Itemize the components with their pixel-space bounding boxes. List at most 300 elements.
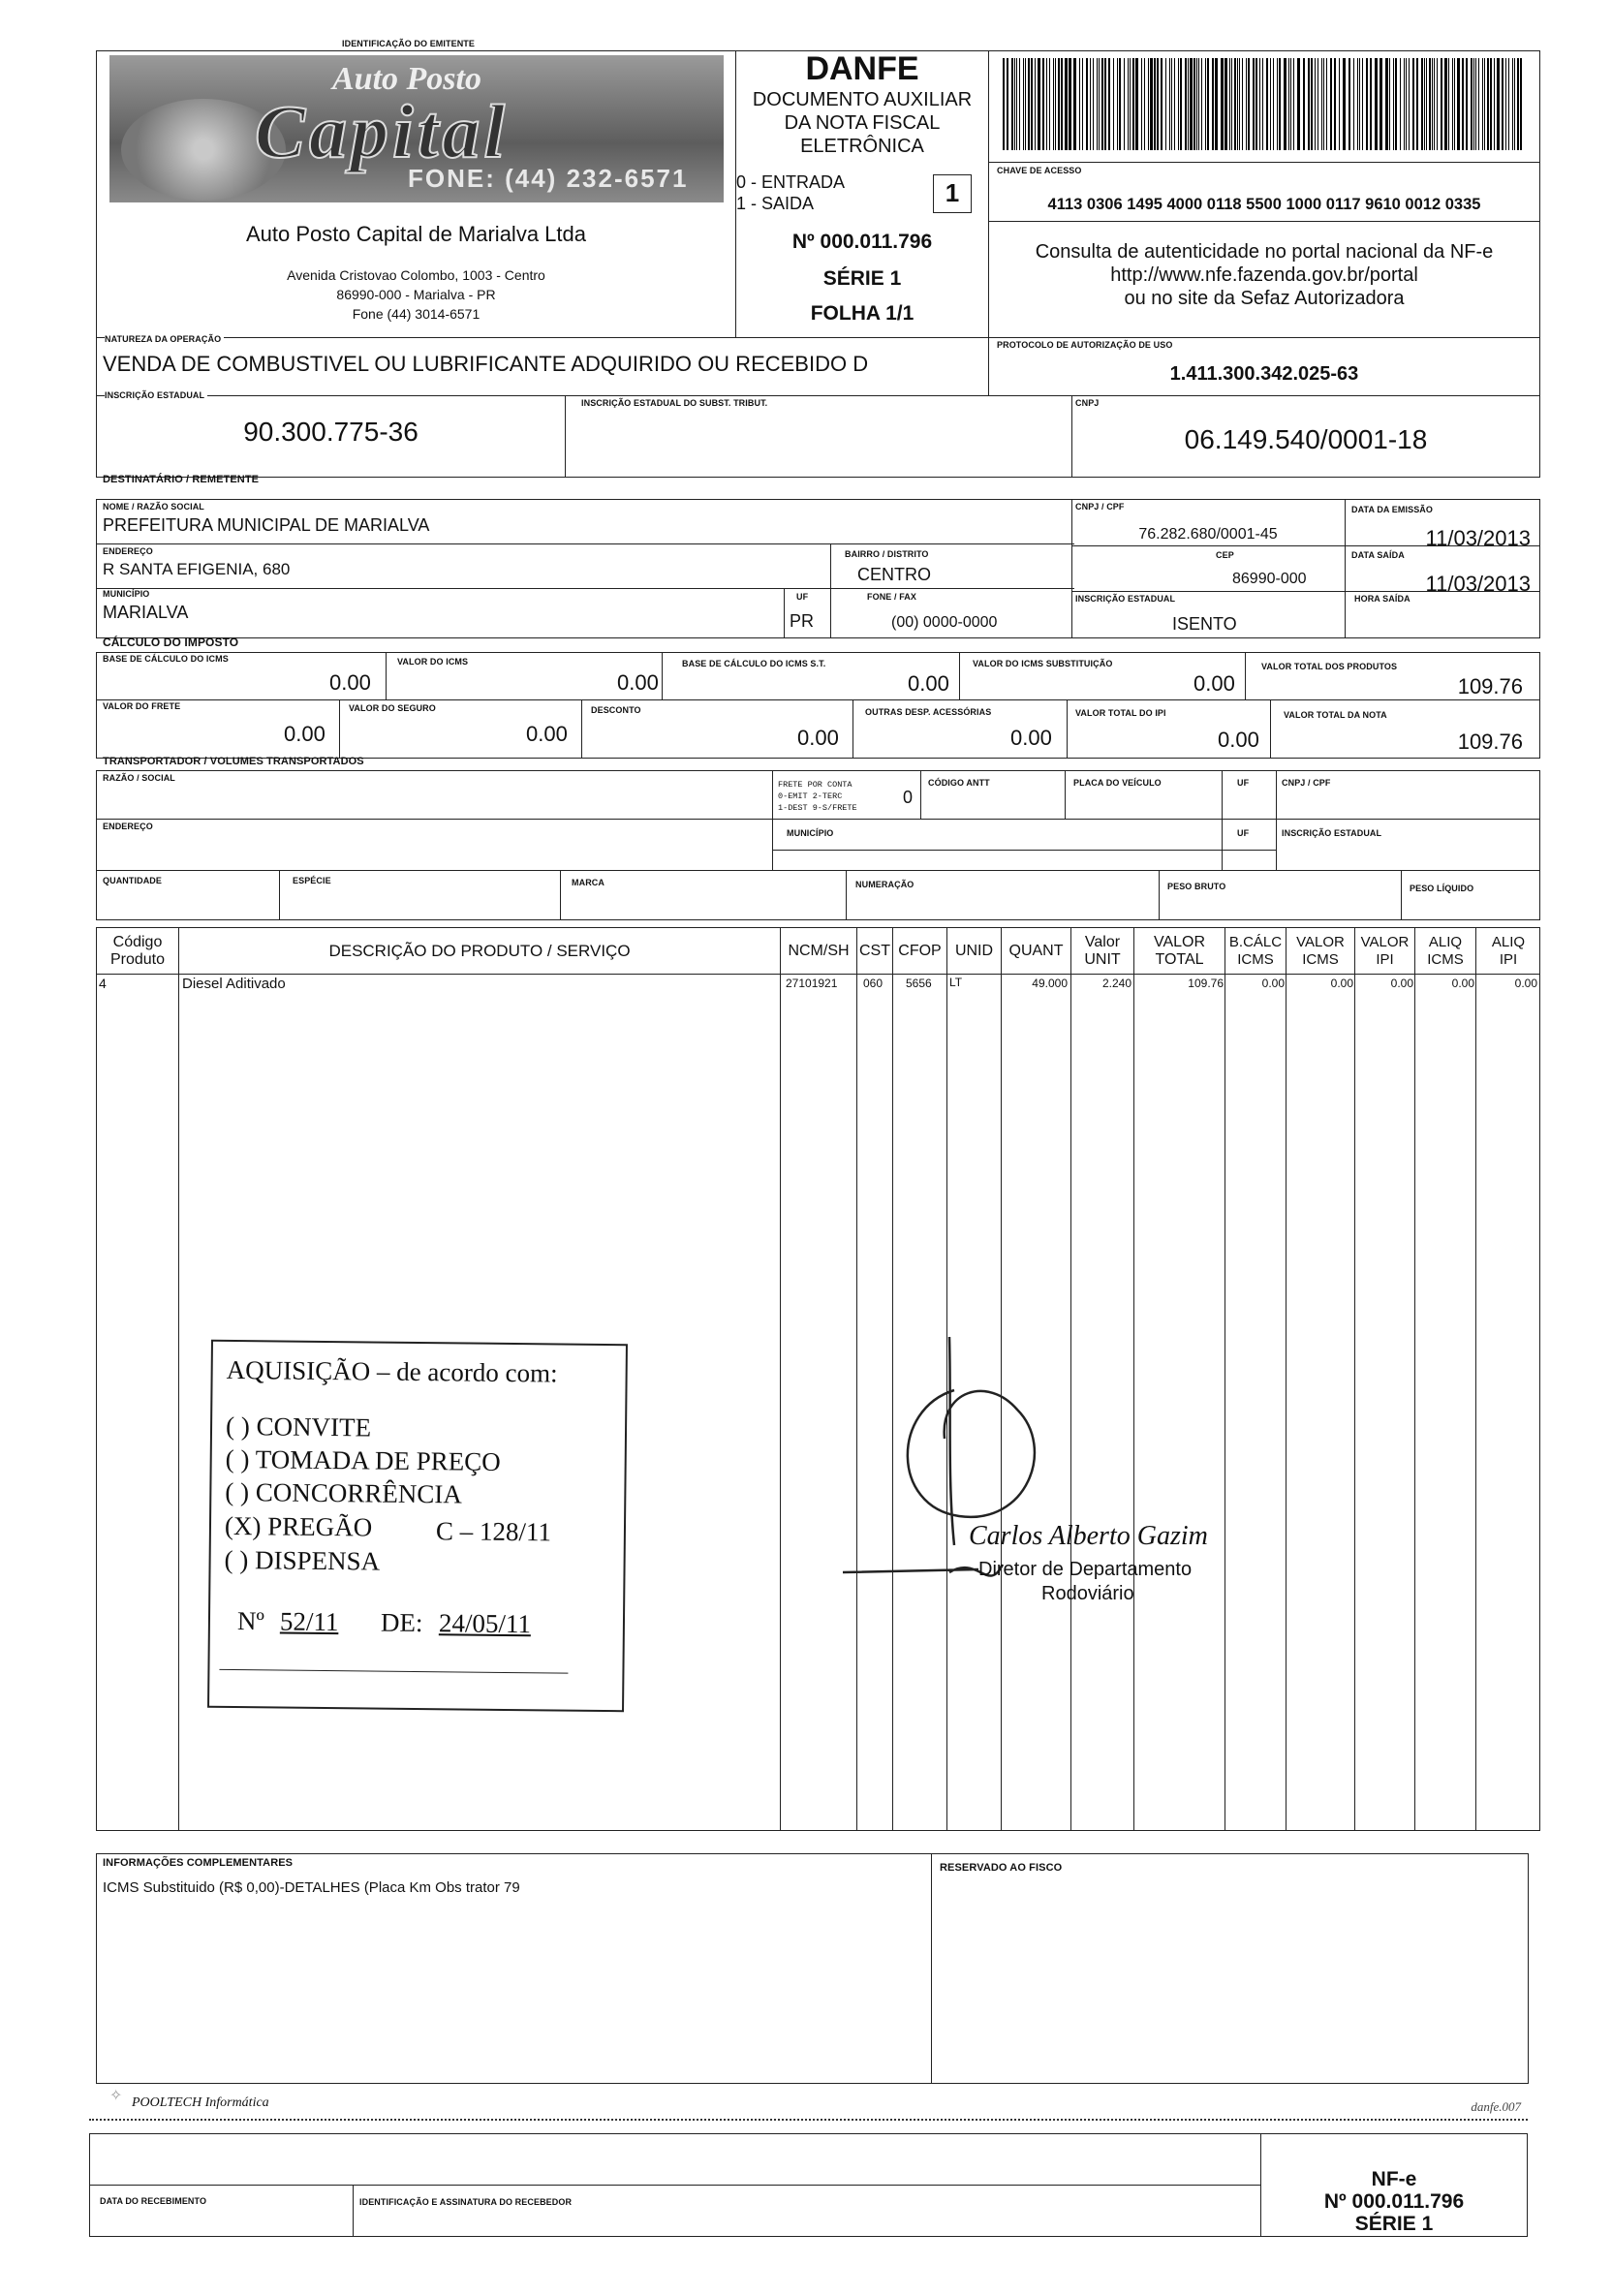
emitente-label: IDENTIFICAÇÃO DO EMITENTE xyxy=(339,39,478,48)
barcode-bar xyxy=(1188,58,1189,150)
th-ncm: NCM/SH xyxy=(788,942,850,959)
hora-label: HORA SAÍDA xyxy=(1354,594,1410,604)
barcode-bar xyxy=(1416,58,1418,150)
aquisicao-stamp xyxy=(207,1340,628,1712)
barcode-bar xyxy=(1514,58,1515,150)
logo-phone: FONE: (44) 232-6571 xyxy=(408,164,689,193)
identificacao-label: IDENTIFICAÇÃO E ASSINATURA DO RECEBEDOR xyxy=(359,2197,573,2207)
uf-label: UF xyxy=(796,592,809,602)
barcode-bar xyxy=(1031,58,1033,150)
barcode-bar xyxy=(1288,58,1289,150)
barcode-bar xyxy=(1090,58,1091,150)
stamp-n-label: Nº xyxy=(236,1606,264,1636)
barcode-bar xyxy=(1434,58,1435,150)
th-vunit: Valor UNIT xyxy=(1084,933,1121,968)
barcode-bar xyxy=(1444,58,1447,150)
cell-aicms: 0.00 xyxy=(1451,977,1474,990)
th-cfop: CFOP xyxy=(898,942,942,959)
barcode-bar xyxy=(1471,58,1472,150)
software-credit: POOLTECH Informática xyxy=(132,2095,269,2110)
barcode-bar xyxy=(1239,58,1240,150)
signer-role1: Diretor de Departamento xyxy=(978,1559,1193,1580)
barcode-bar xyxy=(1424,58,1425,150)
barcode-bar xyxy=(1229,58,1230,150)
consulta-line1: Consulta de autenticidade no portal nacional da NF-e xyxy=(1035,241,1494,263)
barcode-bar xyxy=(1454,58,1455,150)
barcode-bar xyxy=(1462,58,1464,150)
barcode-bar xyxy=(1490,58,1492,150)
barcode-bar xyxy=(1256,58,1257,150)
peso-liquido-label: PESO LÍQUIDO xyxy=(1410,884,1474,893)
barcode-bar xyxy=(1014,58,1015,150)
barcode-bar xyxy=(1348,58,1350,150)
barcode-bar xyxy=(1362,58,1363,150)
bairro-value: CENTRO xyxy=(857,565,931,584)
barcode-bar xyxy=(1262,58,1263,150)
v-ipi-value: 0.00 xyxy=(1218,728,1259,752)
barcode-bar xyxy=(1082,58,1083,150)
barcode-bar xyxy=(1315,58,1316,150)
th-bcicms: B.CÁLC ICMS xyxy=(1228,933,1283,968)
cnpj-label: CNPJ xyxy=(1075,398,1100,408)
signer-name: Carlos Alberto Gazim xyxy=(969,1521,1208,1551)
barcode-bar xyxy=(1221,58,1224,150)
emitente-phone: Fone (44) 3014-6571 xyxy=(352,306,480,322)
barcode-bar xyxy=(1343,58,1346,150)
placa-label: PLACA DO VEÍCULO xyxy=(1073,778,1162,788)
v-icms-label: VALOR DO ICMS xyxy=(397,657,469,667)
destinatario-section: DESTINATÁRIO / REMETENTE xyxy=(103,474,260,485)
barcode-bar xyxy=(1097,58,1098,150)
th-descricao: DESCRIÇÃO DO PRODUTO / SERVIÇO xyxy=(328,941,631,960)
barcode-bar xyxy=(1409,58,1410,150)
barcode-bar xyxy=(1144,58,1145,150)
barcode-bar xyxy=(1086,58,1088,150)
consulta-line3: ou no site da Sefaz Autorizadora xyxy=(1124,288,1405,309)
th-vtotal: VALOR TOTAL xyxy=(1153,933,1206,968)
ie-label: INSCRIÇÃO ESTADUAL xyxy=(105,390,207,400)
stamp-pregao-num: C – 128/11 xyxy=(435,1516,552,1547)
barcode-bar xyxy=(1023,58,1024,150)
desconto-label: DESCONTO xyxy=(591,705,641,715)
frete-conta-value: 0 xyxy=(903,788,914,807)
transp-uf-label: UF xyxy=(1237,778,1250,788)
cell-ncm: 27101921 xyxy=(786,977,838,990)
barcode-bar xyxy=(1375,58,1378,150)
fisco-label: RESERVADO AO FISCO xyxy=(940,1862,1063,1874)
outras-value: 0.00 xyxy=(1010,726,1052,750)
barcode-bar xyxy=(1224,58,1227,150)
barcode-bar xyxy=(1326,58,1327,150)
barcode-bar xyxy=(1117,58,1118,150)
cell-quant: 49.000 xyxy=(1032,977,1068,990)
chave-value: 4113 0306 1495 4000 0118 5500 1000 0117 9610 0012 0335 xyxy=(1047,196,1481,213)
danfe-title: DANFE xyxy=(805,50,919,87)
barcode-bar xyxy=(1148,58,1149,150)
peso-bruto-label: PESO BRUTO xyxy=(1167,882,1226,891)
cell-aipi: 0.00 xyxy=(1514,977,1537,990)
marca-label: MARCA xyxy=(572,878,604,887)
info-text: ICMS Substituido (R$ 0,00)-DETALHES (Placa Km Obs trator 79 xyxy=(103,1879,520,1896)
consulta-line2: http://www.nfe.fazenda.gov.br/portal xyxy=(1110,264,1418,286)
barcode-bar xyxy=(1171,58,1172,150)
barcode-bar xyxy=(1508,58,1509,150)
especie-label: ESPÉCIE xyxy=(293,876,331,885)
canhoto-serie: SÉRIE 1 xyxy=(1354,2213,1434,2235)
barcode-bar xyxy=(1517,58,1519,150)
bc-st-value: 0.00 xyxy=(908,671,949,696)
barcode-bar xyxy=(1380,58,1382,150)
th-aicms: ALIQ ICMS xyxy=(1427,933,1464,968)
cell-vipi: 0.00 xyxy=(1390,977,1413,990)
transportador-section: TRANSPORTADOR / VOLUMES TRANSPORTADOS xyxy=(103,756,364,767)
barcode-bar xyxy=(1061,58,1063,150)
barcode-bar xyxy=(1284,58,1286,150)
barcode-bar xyxy=(1028,58,1030,150)
th-vicms: VALOR ICMS xyxy=(1296,933,1345,968)
barcode-bar xyxy=(1231,58,1232,150)
stamp-de-label: DE: xyxy=(380,1607,423,1638)
barcode-bar xyxy=(1339,58,1340,150)
transp-ie-label: INSCRIÇÃO ESTADUAL xyxy=(1282,828,1382,838)
barcode-bar xyxy=(1196,58,1197,150)
barcode-bar xyxy=(1248,58,1250,150)
cell-cst: 060 xyxy=(863,977,884,990)
endereco-label: ENDEREÇO xyxy=(103,546,153,556)
barcode-bar xyxy=(1505,58,1506,150)
antt-label: CÓDIGO ANTT xyxy=(928,778,990,788)
barcode-bar xyxy=(1353,58,1354,150)
stamp-title: AQUISIÇÃO – de acordo com: xyxy=(226,1354,558,1388)
natureza-label: NATUREZA DA OPERAÇÃO xyxy=(105,334,224,344)
barcode-bar xyxy=(1065,58,1068,150)
emitente-address: Avenida Cristovao Colombo, 1003 - Centro xyxy=(287,267,545,283)
bc-icms-label: BASE DE CÁLCULO DO ICMS xyxy=(103,654,229,664)
barcode-bar xyxy=(1242,58,1243,150)
cell-unid: LT xyxy=(949,976,963,989)
barcode-bar xyxy=(1512,58,1513,150)
barcode-bar xyxy=(1475,58,1476,150)
stamp-de-value: 24/05/11 xyxy=(438,1608,532,1639)
barcode-bar xyxy=(1038,58,1040,150)
barcode-bar xyxy=(1237,58,1238,150)
quantidade-label: QUANTIDADE xyxy=(103,876,162,885)
th-unid: UNID xyxy=(954,942,994,959)
th-cst: CST xyxy=(859,942,890,959)
barcode-bar xyxy=(1421,58,1423,150)
barcode-bar xyxy=(1366,58,1368,150)
imposto-section: CÁLCULO DO IMPOSTO xyxy=(103,636,239,649)
danfe-sub1: DOCUMENTO AUXILIAR xyxy=(752,89,973,110)
danfe-version: danfe.007 xyxy=(1471,2099,1521,2114)
barcode-bar xyxy=(1273,58,1274,150)
endereco-value: R SANTA EFIGENIA, 680 xyxy=(103,560,291,578)
v-prod-value: 109.76 xyxy=(1457,674,1523,698)
barcode-bar xyxy=(1212,58,1214,150)
protocolo-value: 1.411.300.342.025-63 xyxy=(1169,363,1359,385)
barcode-bar xyxy=(1042,58,1044,150)
cell-vunit: 2.240 xyxy=(1101,977,1132,990)
barcode-bar xyxy=(1293,58,1294,150)
barcode-bar xyxy=(1426,58,1427,150)
barcode-bar xyxy=(1429,58,1431,150)
v-prod-label: VALOR TOTAL DOS PRODUTOS xyxy=(1261,662,1398,671)
ie-st-label: INSCRIÇÃO ESTADUAL DO SUBST. TRIBUT. xyxy=(581,398,768,408)
barcode-bar xyxy=(1359,58,1360,150)
th-codigo: Código Produto xyxy=(109,933,166,968)
barcode-bar xyxy=(1452,58,1453,150)
emitente-city: 86990-000 - Marialva - PR xyxy=(336,287,496,302)
barcode-bar xyxy=(1079,58,1080,150)
barcode-bar xyxy=(1019,58,1020,150)
barcode-bar xyxy=(1007,58,1008,150)
v-st-label: VALOR DO ICMS SUBSTITUIÇÃO xyxy=(973,659,1113,668)
th-vipi: VALOR IPI xyxy=(1360,933,1410,968)
barcode-bar xyxy=(1478,58,1479,150)
barcode-bar xyxy=(1190,58,1193,150)
cell-vtotal: 109.76 xyxy=(1188,977,1224,990)
barcode-bar xyxy=(1108,58,1110,150)
cell-cfop: 5656 xyxy=(906,977,932,990)
barcode-bar xyxy=(1441,58,1442,150)
th-quant: QUANT xyxy=(1008,942,1064,959)
barcode-bar xyxy=(1502,58,1504,150)
seguro-label: VALOR DO SEGURO xyxy=(349,703,436,713)
stamp-concorrencia: ( ) CONCORRÊNCIA xyxy=(225,1476,463,1509)
barcode-bar xyxy=(1290,58,1291,150)
barcode-bar xyxy=(1412,58,1414,150)
barcode-bar xyxy=(1437,58,1438,150)
barcode-bar xyxy=(1404,58,1405,150)
protocolo-label: PROTOCOLO DE AUTORIZAÇÃO DE USO xyxy=(997,340,1173,350)
logo-line2: Capital xyxy=(255,89,510,173)
barcode-bar xyxy=(1215,58,1218,150)
barcode-bar xyxy=(1141,58,1142,150)
bairro-label: BAIRRO / DISTRITO xyxy=(845,549,929,559)
emitente-name: Auto Posto Capital de Marialva Ltda xyxy=(246,222,586,246)
dest-ie-value: ISENTO xyxy=(1172,614,1237,634)
barcode-bar xyxy=(1165,58,1166,150)
barcode-bar xyxy=(1406,58,1407,150)
barcode-bar xyxy=(1046,58,1047,150)
barcode-bar xyxy=(1124,58,1125,150)
barcode-bar xyxy=(1128,58,1129,150)
barcode-bar xyxy=(1234,58,1236,150)
barcode-bar xyxy=(1194,58,1195,150)
stamp-n-value: 52/11 xyxy=(279,1606,339,1637)
v-nota-value: 109.76 xyxy=(1457,729,1523,754)
frete-value: 0.00 xyxy=(284,722,326,746)
frete-conta-l1: FRETE POR CONTA xyxy=(778,780,852,790)
danfe-numero: Nº 000.011.796 xyxy=(791,231,933,253)
municipio-label: MUNICÍPIO xyxy=(103,589,150,599)
stamp-dispensa: ( ) DISPENSA xyxy=(224,1544,381,1576)
numeracao-label: NUMERAÇÃO xyxy=(855,880,914,889)
barcode-bar xyxy=(1069,58,1071,150)
v-ipi-label: VALOR TOTAL DO IPI xyxy=(1075,708,1166,718)
frete-conta-l3: 1-DEST 9-S/FRETE xyxy=(778,803,857,813)
barcode-bar xyxy=(1016,58,1017,150)
barcode-bar xyxy=(1457,58,1460,150)
cep-value: 86990-000 xyxy=(1232,571,1307,587)
frete-conta-l2: 0-EMIT 2-TERC xyxy=(778,791,843,801)
barcode-bar xyxy=(1180,58,1182,150)
barcode-bar xyxy=(1099,58,1100,150)
uf-value: PR xyxy=(790,611,815,631)
danfe-serie: SÉRIE 1 xyxy=(822,267,902,290)
signer-role2: Rodoviário xyxy=(1041,1583,1134,1604)
barcode-bar xyxy=(1270,58,1271,150)
barcode-bar xyxy=(1049,58,1050,150)
canhoto-nfe: NF-e xyxy=(1371,2168,1417,2190)
dest-cnpj-label: CNPJ / CPF xyxy=(1075,502,1125,512)
barcode-bar xyxy=(1484,58,1485,150)
barcode-bar xyxy=(1330,58,1332,150)
v-st-value: 0.00 xyxy=(1194,671,1235,696)
barcode-bar xyxy=(1253,58,1255,150)
razao-label: RAZÃO / SOCIAL xyxy=(103,773,175,783)
ie-value: 90.300.775-36 xyxy=(243,417,418,447)
chave-label: CHAVE DE ACESSO xyxy=(997,166,1082,175)
outras-label: OUTRAS DESP. ACESSÓRIAS xyxy=(865,707,992,717)
barcode-bar xyxy=(1497,58,1500,150)
emissao-value: 11/03/2013 xyxy=(1425,526,1531,550)
stamp-tomada: ( ) TOMADA DE PREÇO xyxy=(225,1443,501,1476)
barcode-bar xyxy=(1466,58,1468,150)
fone-value: (00) 0000-0000 xyxy=(891,614,998,631)
barcode-bar xyxy=(1395,58,1397,150)
barcode-bar xyxy=(1370,58,1372,150)
danfe-folha: FOLHA 1/1 xyxy=(810,302,914,325)
fone-label: FONE / FAX xyxy=(867,592,917,602)
danfe-sub3: ELETRÔNICA xyxy=(800,136,924,157)
transp-uf2-label: UF xyxy=(1237,828,1250,838)
stamp-pregao: (X) PREGÃO xyxy=(224,1510,373,1542)
barcode-bar xyxy=(1201,58,1202,150)
barcode-bar xyxy=(1150,58,1153,150)
barcode-bar xyxy=(1520,58,1522,150)
cell-vicms: 0.00 xyxy=(1330,977,1353,990)
barcode-bar xyxy=(1303,58,1305,150)
barcode-bar xyxy=(1487,58,1489,150)
barcode-bar xyxy=(1400,58,1401,150)
barcode-bar xyxy=(1169,58,1170,150)
barcode-bar xyxy=(1154,58,1156,150)
nome-value: PREFEITURA MUNICIPAL DE MARIALVA xyxy=(103,515,430,535)
barcode-bar xyxy=(1058,58,1060,150)
barcode-bar xyxy=(1073,58,1076,150)
barcode-bar xyxy=(1393,58,1394,150)
stamp-convite: ( ) CONVITE xyxy=(225,1411,372,1443)
barcode-bar xyxy=(1323,58,1324,150)
v-icms-value: 0.00 xyxy=(617,670,659,695)
barcode-bar xyxy=(1389,58,1390,150)
saida-label: DATA SAÍDA xyxy=(1351,550,1405,560)
barcode-bar xyxy=(1130,58,1131,150)
barcode-bar xyxy=(1321,58,1322,150)
barcode-bar xyxy=(1025,58,1026,150)
bc-st-label: BASE DE CÁLCULO DO ICMS S.T. xyxy=(682,659,826,668)
barcode-bar xyxy=(1011,58,1013,150)
barcode-bar xyxy=(1279,58,1281,150)
barcode-bar xyxy=(1119,58,1121,150)
transp-endereco-label: ENDEREÇO xyxy=(103,822,153,831)
barcode-bar xyxy=(1157,58,1159,150)
barcode-bar xyxy=(1259,58,1260,150)
frete-label: VALOR DO FRETE xyxy=(103,701,181,711)
table-row xyxy=(96,975,1540,994)
barcode-bar xyxy=(1132,58,1134,150)
tipo-operacao-box: 1 xyxy=(933,174,972,213)
canhoto-numero: Nº 000.011.796 xyxy=(1323,2190,1465,2213)
cep-label: CEP xyxy=(1216,550,1234,560)
barcode-bar xyxy=(1482,58,1483,150)
transp-cnpj-label: CNPJ / CPF xyxy=(1282,778,1331,788)
data-recebimento-label: DATA DO RECEBIMENTO xyxy=(100,2196,207,2206)
barcode-bar xyxy=(1473,58,1474,150)
barcode-bar xyxy=(1035,58,1036,150)
danfe-sub2: DA NOTA FISCAL xyxy=(784,112,941,134)
emissao-label: DATA DA EMISSÃO xyxy=(1351,505,1433,514)
barcode-bar xyxy=(1334,58,1336,150)
barcode-bar xyxy=(1104,58,1106,150)
cnpj-value: 06.149.540/0001-18 xyxy=(1184,424,1428,454)
info-label: INFORMAÇÕES COMPLEMENTARES xyxy=(103,1857,294,1869)
transp-municipio-label: MUNICÍPIO xyxy=(787,828,834,838)
barcode-bar xyxy=(1494,58,1495,150)
danfe-entrada: 0 - ENTRADA xyxy=(736,172,846,192)
barcode-bar xyxy=(1093,58,1094,150)
seguro-value: 0.00 xyxy=(526,722,568,746)
v-nota-label: VALOR TOTAL DA NOTA xyxy=(1284,710,1387,720)
logo-line1: Auto Posto xyxy=(332,61,481,97)
barcode-bar xyxy=(1135,58,1138,150)
barcode-bar xyxy=(1432,58,1433,150)
barcode-bar xyxy=(1003,58,1005,150)
cell-descricao: Diesel Aditivado xyxy=(182,976,286,992)
barcode-bar xyxy=(1053,58,1054,150)
barcode-bar xyxy=(1266,58,1268,150)
barcode-bar xyxy=(1448,58,1449,150)
natureza-value: VENDA DE COMBUSTIVEL OU LUBRIFICANTE ADQUIRIDO OU RECEBIDO D xyxy=(103,352,869,376)
nome-label: NOME / RAZÃO SOCIAL xyxy=(103,502,204,512)
dest-cnpj-value: 76.282.680/0001-45 xyxy=(1138,526,1278,543)
barcode-bar xyxy=(1161,58,1162,150)
software-icon: ✧ xyxy=(109,2088,123,2104)
bc-icms-value: 0.00 xyxy=(329,670,371,695)
dest-ie-label: INSCRIÇÃO ESTADUAL xyxy=(1075,594,1176,604)
danfe-saida: 1 - SAIDA xyxy=(736,194,815,213)
barcode-bar xyxy=(1101,58,1103,150)
barcode-bar xyxy=(1311,58,1313,150)
th-aipi: ALIQ IPI xyxy=(1491,933,1526,968)
company-logo xyxy=(109,55,724,202)
barcode-bar xyxy=(1357,58,1358,150)
barcode-bar xyxy=(1185,58,1187,150)
desconto-value: 0.00 xyxy=(797,726,839,750)
barcode-bar xyxy=(1198,58,1199,150)
barcode-bar xyxy=(1178,58,1179,150)
barcode-bar xyxy=(1205,58,1206,150)
barcode-bar xyxy=(1207,58,1209,150)
barcode xyxy=(1003,58,1526,150)
barcode-bar xyxy=(1174,58,1175,150)
cell-bcicms: 0.00 xyxy=(1261,977,1285,990)
barcode-bar xyxy=(1113,58,1114,150)
barcode-bar xyxy=(1277,58,1278,150)
cell-codigo: 4 xyxy=(99,976,107,991)
barcode-bar xyxy=(1055,58,1056,150)
